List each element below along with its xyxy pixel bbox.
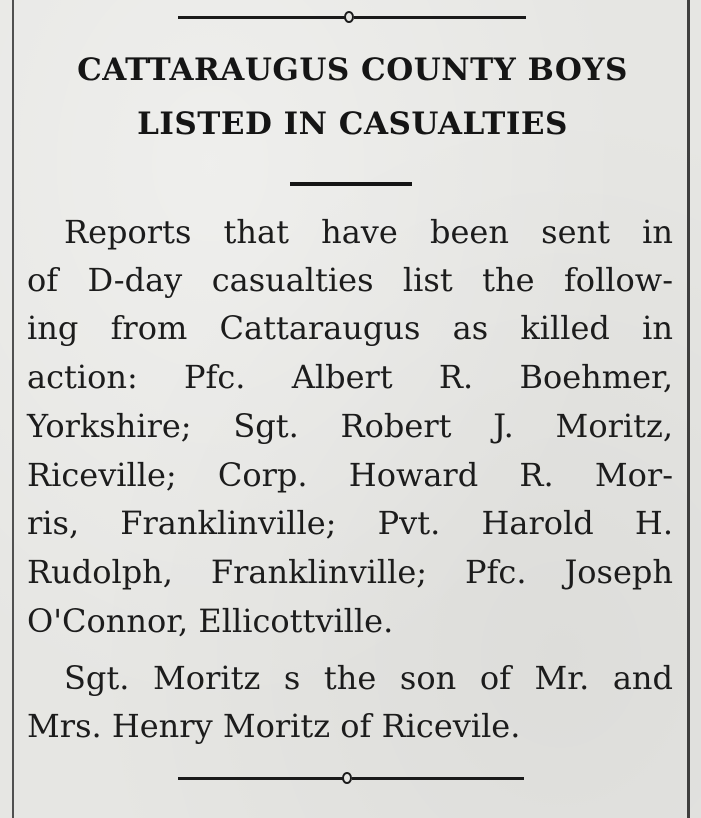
headline-line-2: LISTED IN CASUALTIES [137,106,568,142]
paragraph-line: action: Pfc. Albert R. Boehmer, [27,358,673,396]
headline-divider [290,182,412,186]
paragraph-line: of D-day casualties list the follow- [27,261,673,299]
bottom-ornament-right-rule [352,777,524,780]
top-ornament-left-rule [178,16,345,19]
paragraph-line: Yorkshire; Sgt. Robert J. Moritz, [27,407,673,445]
headline-line-1: CATTARAUGUS COUNTY BOYS [77,52,628,88]
paragraph-line: Mrs. Henry Moritz of Ricevile. [27,707,521,745]
paragraph-line: O'Connor, Ellicottville. [27,602,394,640]
bottom-ornament-left-rule [178,777,343,780]
paragraph-line: Sgt. Moritz s the son of Mr. and [64,659,673,697]
paragraph-line: Riceville; Corp. Howard R. Mor- [27,456,673,494]
top-ornament-right-rule [354,16,526,19]
paragraph-line: Reports that have been sent in [64,213,673,251]
bottom-ornament-circle [342,772,352,784]
paragraph-line: Rudolph, Franklinville; Pfc. Joseph [27,553,673,591]
paragraph-line: ris, Franklinville; Pvt. Harold H. [27,504,673,542]
column-rule-left [12,0,14,818]
column-rule-right [687,0,690,818]
paragraph-line: ing from Cattaraugus as killed in [27,309,673,347]
top-ornament-circle [344,11,354,23]
